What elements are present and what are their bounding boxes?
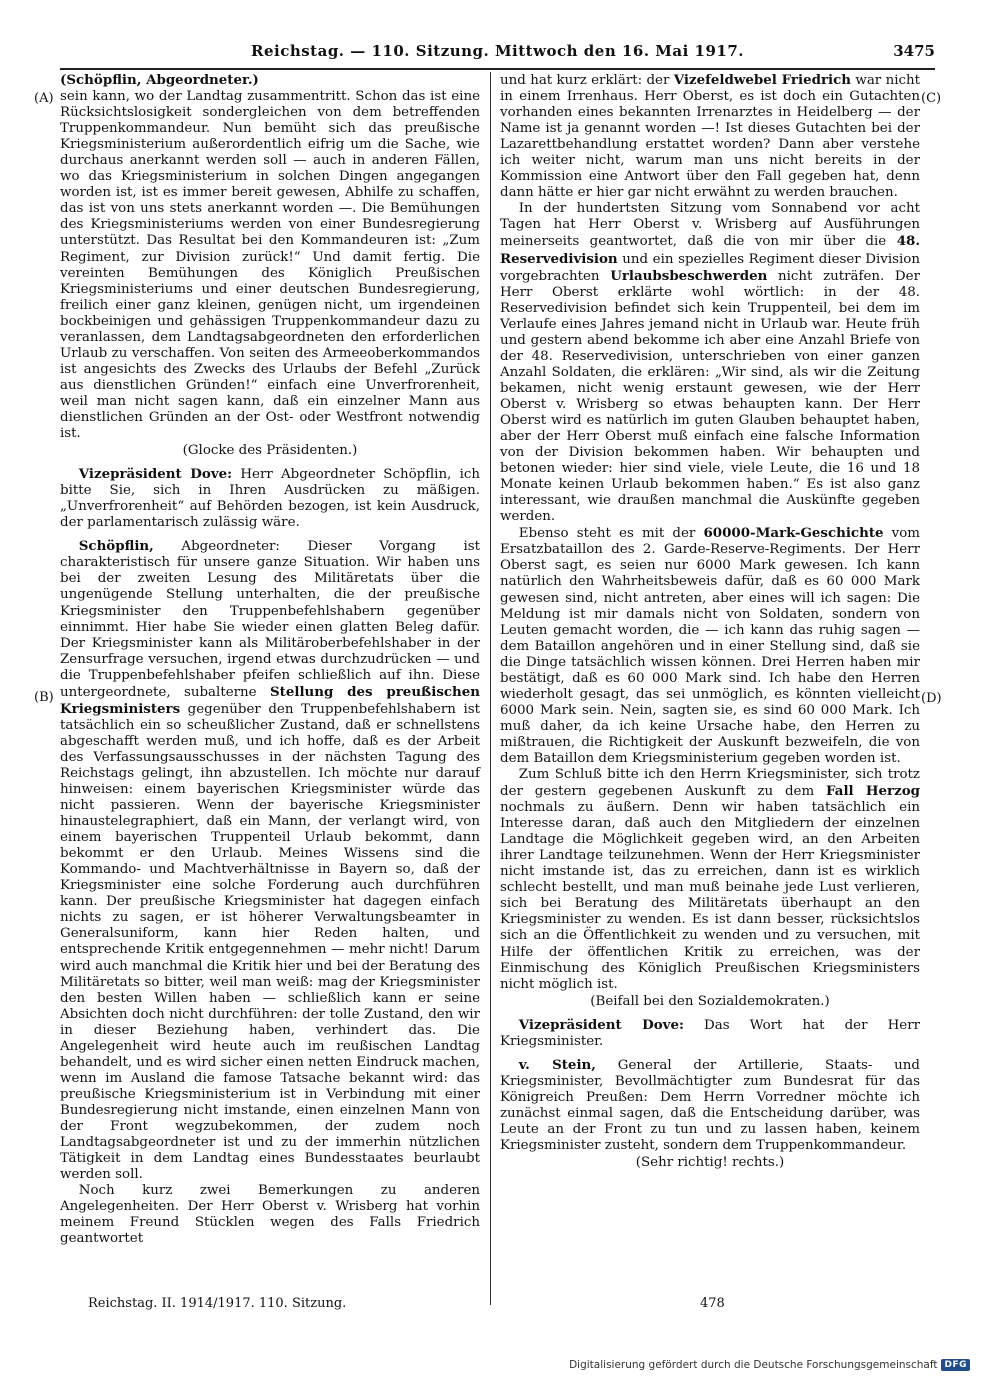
left-column [60, 72, 480, 1247]
right-column [500, 72, 920, 1172]
emphasis: Stellung des preußischen Kriegsministers [60, 683, 481, 717]
stage-direction-approval: (Sehr richtig! rechts.) [635, 1155, 785, 1171]
digitization-text: Digitalisierung gefördert durch die Deutsche Forschungsgemeinschaft [569, 1359, 938, 1371]
paragraph-stein: v. Stein, General der Artillerie, Staats- und Kriegsminister, Bevollmächtigter zum Bundesrat für das Königreich Preußen: Dem Herrn Vorredner möchte ich zunächst einmal sagen, daß die Entscheidung darüber, was Leute an der Front zu tun und zu lassen haben, keinem Kriegsminister zusteht, sondern dem Truppenkommandeur. [500, 1056, 920, 1154]
emphasis: 60000-Mark-Geschichte [703, 525, 884, 542]
paragraph: In der hundertsten Sitzung vom Sonnabend vor acht Tagen hat Herr Oberst v. Wrisberg auf Ausführungen meinerseits geantwortet, daß die von mir über die 48. Reservedivision und ein spezielles Regiment dieser Division vorgebrachten Urlaubsbeschwerden nicht zuträfen. Der Herr Oberst erklärte wohl wörtlich: in der 48. Reservedivision befindet sich kein Truppenteil, bei dem im Verlaufe eines Jahres jemand nicht in Urlaub war. Heute früh und gestern abend bekomme ich aber eine Anzahl Briefe von der 48. Reservedivision, unterschrieben von einer ganzen Anzahl Soldaten, die erklären: „Wir sind, als wir die Zeitung bekamen, nicht wenig erstaunt gewesen, wie der Herr Oberst v. Wrisberg so etwas behaupten kann. Der Herr Oberst wird es natürlich im guten Glauben behauptet haben, aber der Herr Oberst muß einfach eine falsche Information von der Division bekommen haben. Wir behaupten und betonen wieder: hier sind viele, viele Leute, die 16 und 18 Monate keinen Urlaub bekommen haben.“ Es ist also ganz interessant, wie draußen manchmal die Auskünfte gegeben werden. [500, 201, 920, 525]
header-title: Reichstag. — 110. Sitzung. Mittwoch den 16. Mai 1917. [250, 42, 744, 60]
footer-sheet-number: 478 [700, 1296, 725, 1311]
speaker-name: Vizepräsident Dove: [78, 466, 233, 483]
speaker-note: (Schöpflin, Abgeordneter.) [60, 72, 259, 88]
page-number: 3475 [893, 42, 935, 60]
stage-direction-applause: (Beifall bei den Sozialdemokraten.) [590, 993, 830, 1009]
digitization-notice [569, 1359, 970, 1371]
stage-direction-bell: (Glocke des Präsidenten.) [182, 443, 358, 459]
paragraph-vice-president: Vizepräsident Dove: Herr Abgeordneter Schöpflin, ich bitte Sie, sich in Ihren Ausdrücken zu mäßigen. „Unverfrorenheit“ auf Behörden bezogen, ist kein Ausdruck, der parlamentarisch zulässig wäre. [60, 466, 480, 531]
paragraph-vice-president: Vizepräsident Dove: Das Wort hat der Herr Kriegsminister. [500, 1016, 920, 1049]
emphasis: Urlaubsbeschwerden [610, 267, 768, 284]
paragraph: Noch kurz zwei Bemerkungen zu anderen Angelegenheiten. Der Herr Oberst v. Wrisberg hat vorhin meinem Freund Stücklen wegen des Falls Friedrich geantwortet [60, 1183, 480, 1247]
paragraph: und hat kurz erklärt: der Vizefeldwebel Friedrich war nicht in einem Irrenhaus. Herr Oberst, es ist doch ein Gutachten vorhanden eines bekannten Irrenarztes in Heidelberg — der Name ist ja genannt worden —! Ist dieses Gutachten bei der Lazarettbehandlung erstattet worden? Dann aber verstehe ich weiter nicht, warum man uns nicht bereits in der Kommission eine Antwort über den Fall gegeben hat, denn dann hätte er hier gar nicht erwähnt zu werden brauchen. [500, 72, 920, 201]
paragraph: Ebenso steht es mit der 60000-Mark-Geschichte vom Ersatzbataillon des 2. Garde-Reserve-Regiments. Der Herr Oberst sagt, es seien nur 6000 Mark gewesen. Ich kann natürlich den Wahrheitsbeweis dafür, daß es 60 000 Mark gewesen sind, nicht antreten, aber eines will ich sagen: Die Meldung ist mir damals nicht von Soldaten, sondern von Leuten gemacht worden, die — ich kann das ruhig sagen — dem Bataillon angehören und in einer Stellung sind, daß sie die Dinge tatsächlich wissen können. Drei Herren haben mir bestätigt, daß es 60 000 Mark sind. Ich habe den Herren wiederholt gesagt, das sei unmöglich, es könnten vielleicht 6000 Mark sein. Nein, sagten sie, es sind 60 000 Mark. Ich muß daher, da ich keine Ursache habe, den Herren zu mißtrauen, die Richtigkeit der Auskunft bezweifeln, die von dem Bataillon dem Kriegsministerium gegeben worden ist. [500, 525, 920, 766]
speaker-name: Vizepräsident Dove: [518, 1016, 684, 1033]
emphasis: Vizefeldwebel Friedrich [673, 72, 851, 88]
margin-marker-a: (A) [34, 91, 54, 106]
emphasis: 48. Reservedivision [500, 233, 920, 267]
emphasis: Fall Herzog [826, 783, 920, 800]
speaker-name: Schöpflin, [78, 538, 154, 555]
margin-marker-d: (D) [921, 691, 942, 706]
paragraph: sein kann, wo der Landtag zusammentritt. Schon das ist eine Rücksichtslosigkeit sondergleichen von dem betreffenden Truppenkommandeur. Nun bemüht sich das preußische Kriegsministerium außerordentlich eifrig um die Sache, wie durchaus anerkannt werden soll — auch in anderen Fällen, wo das Kriegsministerium in solchen Dingen angegangen worden ist, ist es immer bereit gewesen, Abhilfe zu schaffen, das ist von uns stets anerkannt worden —. Die Bemühungen des Kriegsministeriums werden von einer Bundesregierung unterstützt. Das Resultat bei den Kommandeuren ist: „Zum Regiment, zur Division zurück!“ Und damit fertig. Die vereinten Bemühungen des Königlich Preußischen Kriegsministeriums und einer deutschen Bundesregierung, freilich einer ganz kleinen, genügen nicht, um irgendeinen bockbeinigen und gehässigen Truppenkommandeur dazu zu veranlassen, dem Landtagsabgeordneten den erforderlichen Urlaub zu verschaffen. Von seiten des Armeeoberkommandos ist angesichts des Zwecks des Urlaubs der Befehl „Zurück aus dienstlichen Gründen!“ einfach eine Unverfrorenheit, weil man nicht sagen kann, daß ein einzelner Mann aus dienstlichen Gründen an der Ost- oder Westfront notwendig ist. [60, 89, 480, 442]
footer-session-reference: Reichstag. II. 1914/1917. 110. Sitzung. [88, 1296, 347, 1311]
margin-marker-c: (C) [921, 91, 942, 106]
paragraph: Zum Schluß bitte ich den Herrn Kriegsminister, sich trotz der gestern gegebenen Auskunft zu dem Fall Herzog nochmals zu äußern. Denn wir haben tatsächlich ein Interesse daran, daß auch den Mitgliedern der einzelnen Landtage die Möglichkeit gegeben wird, an den Arbeiten ihrer Landtage teilzunehmen. Wenn der Herr Kriegsminister nicht imstande ist, das zu erreichen, dann ist es wirklich schlecht bestellt, und man muß beinahe jede Lust verlieren, sich bei Beratung des Militäretats überhaupt an den Kriegsminister zu wenden. Es ist dann besser, rücksichtslos sich an die Öffentlichkeit zu wenden und zu versuchen, mit Hilfe der öffentlichen Kritik zu erreichen, was der Einmischung des Königlich Preußischen Kriegsministers nicht möglich ist. [500, 767, 920, 992]
column-divider [490, 72, 491, 1305]
page-header [60, 38, 935, 70]
dfg-logo-icon: DFG [941, 1359, 970, 1371]
paragraph-schoepflin: Schöpflin, Abgeordneter: Dieser Vorgang ist charakteristisch für unsere ganze Situation. Wir haben uns bei der zweiten Lesung des Militäretats über die ungenügende Stellung unterhalten, die der preußische Kriegsminister den Truppenbefehlshabern gegenüber einnimmt. Hier habe Sie wieder einen glatten Beleg dafür. Der Kriegsminister kann als Militäroberbefehlshaber in der Zensurfrage versuchen, irgend etwas durchzudrücken — und die Truppenbefehlshaber pfeifen schließlich auf ihn. Diese untergeordnete, subalterne Stellung des preußischen Kriegsministers gegenüber den Truppenbefehlshabern ist tatsächlich ein so scheußlicher Zustand, daß er schnellstens abgeschafft werden muß, und ich hoffe, daß es der Arbeit des Verfassungsausschusses in der nächsten Tagung des Reichstags gelingt, ihn abzustellen. Ich möchte nur darauf hinweisen: einem bayerischen Kriegsminister würde das nicht passieren. Wenn der bayerische Kriegsminister hinaustelegraphiert, daß ein Mann, der verlangt wird, von einem bayerischen Truppenteil Urlaub bekommt, dann bekommt er den Urlaub. Meines Wissens sind die Kommando- und Machtverhältnisse in Bayern so, daß der Kriegsminister eine solche Forderung auch durchführen kann. Der preußische Kriegsminister hat dagegen einfach nichts zu sagen, er ist höherer Verwaltungsbeamter in Generalsuniform, kann hier Reden halten, und entsprechende Kritik entgegennehmen — mehr nicht! Darum wird auch manchmal die Kritik hier und bei der Beratung des Militäretats so bitter, weil man weiß: mag der Kriegsminister den besten Willen haben — schließlich kann er seine Absichten doch nicht durchführen: der tolle Zustand, den wir in dieser Beziehung haben, verhindert das. Die Angelegenheit wird heute auch im reußischen Landtag behandelt, und es wird sicher einen netten Eindruck machen, wenn im Ausland die famose Tatsache bekannt wird: das preußische Kriegsministerium ist in Verbindung mit einer Bundesregierung nicht imstande, einen einzelnen Mann von der Front wegzubekommen, der zudem noch Landtagsabgeordneter ist und zu der immerhin nützlichen Tätigkeit in dem Landtag eines Bundesstaates beurlaubt werden soll. [60, 538, 481, 1183]
margin-marker-b: (B) [34, 690, 54, 705]
speaker-name: v. Stein, [518, 1056, 596, 1073]
